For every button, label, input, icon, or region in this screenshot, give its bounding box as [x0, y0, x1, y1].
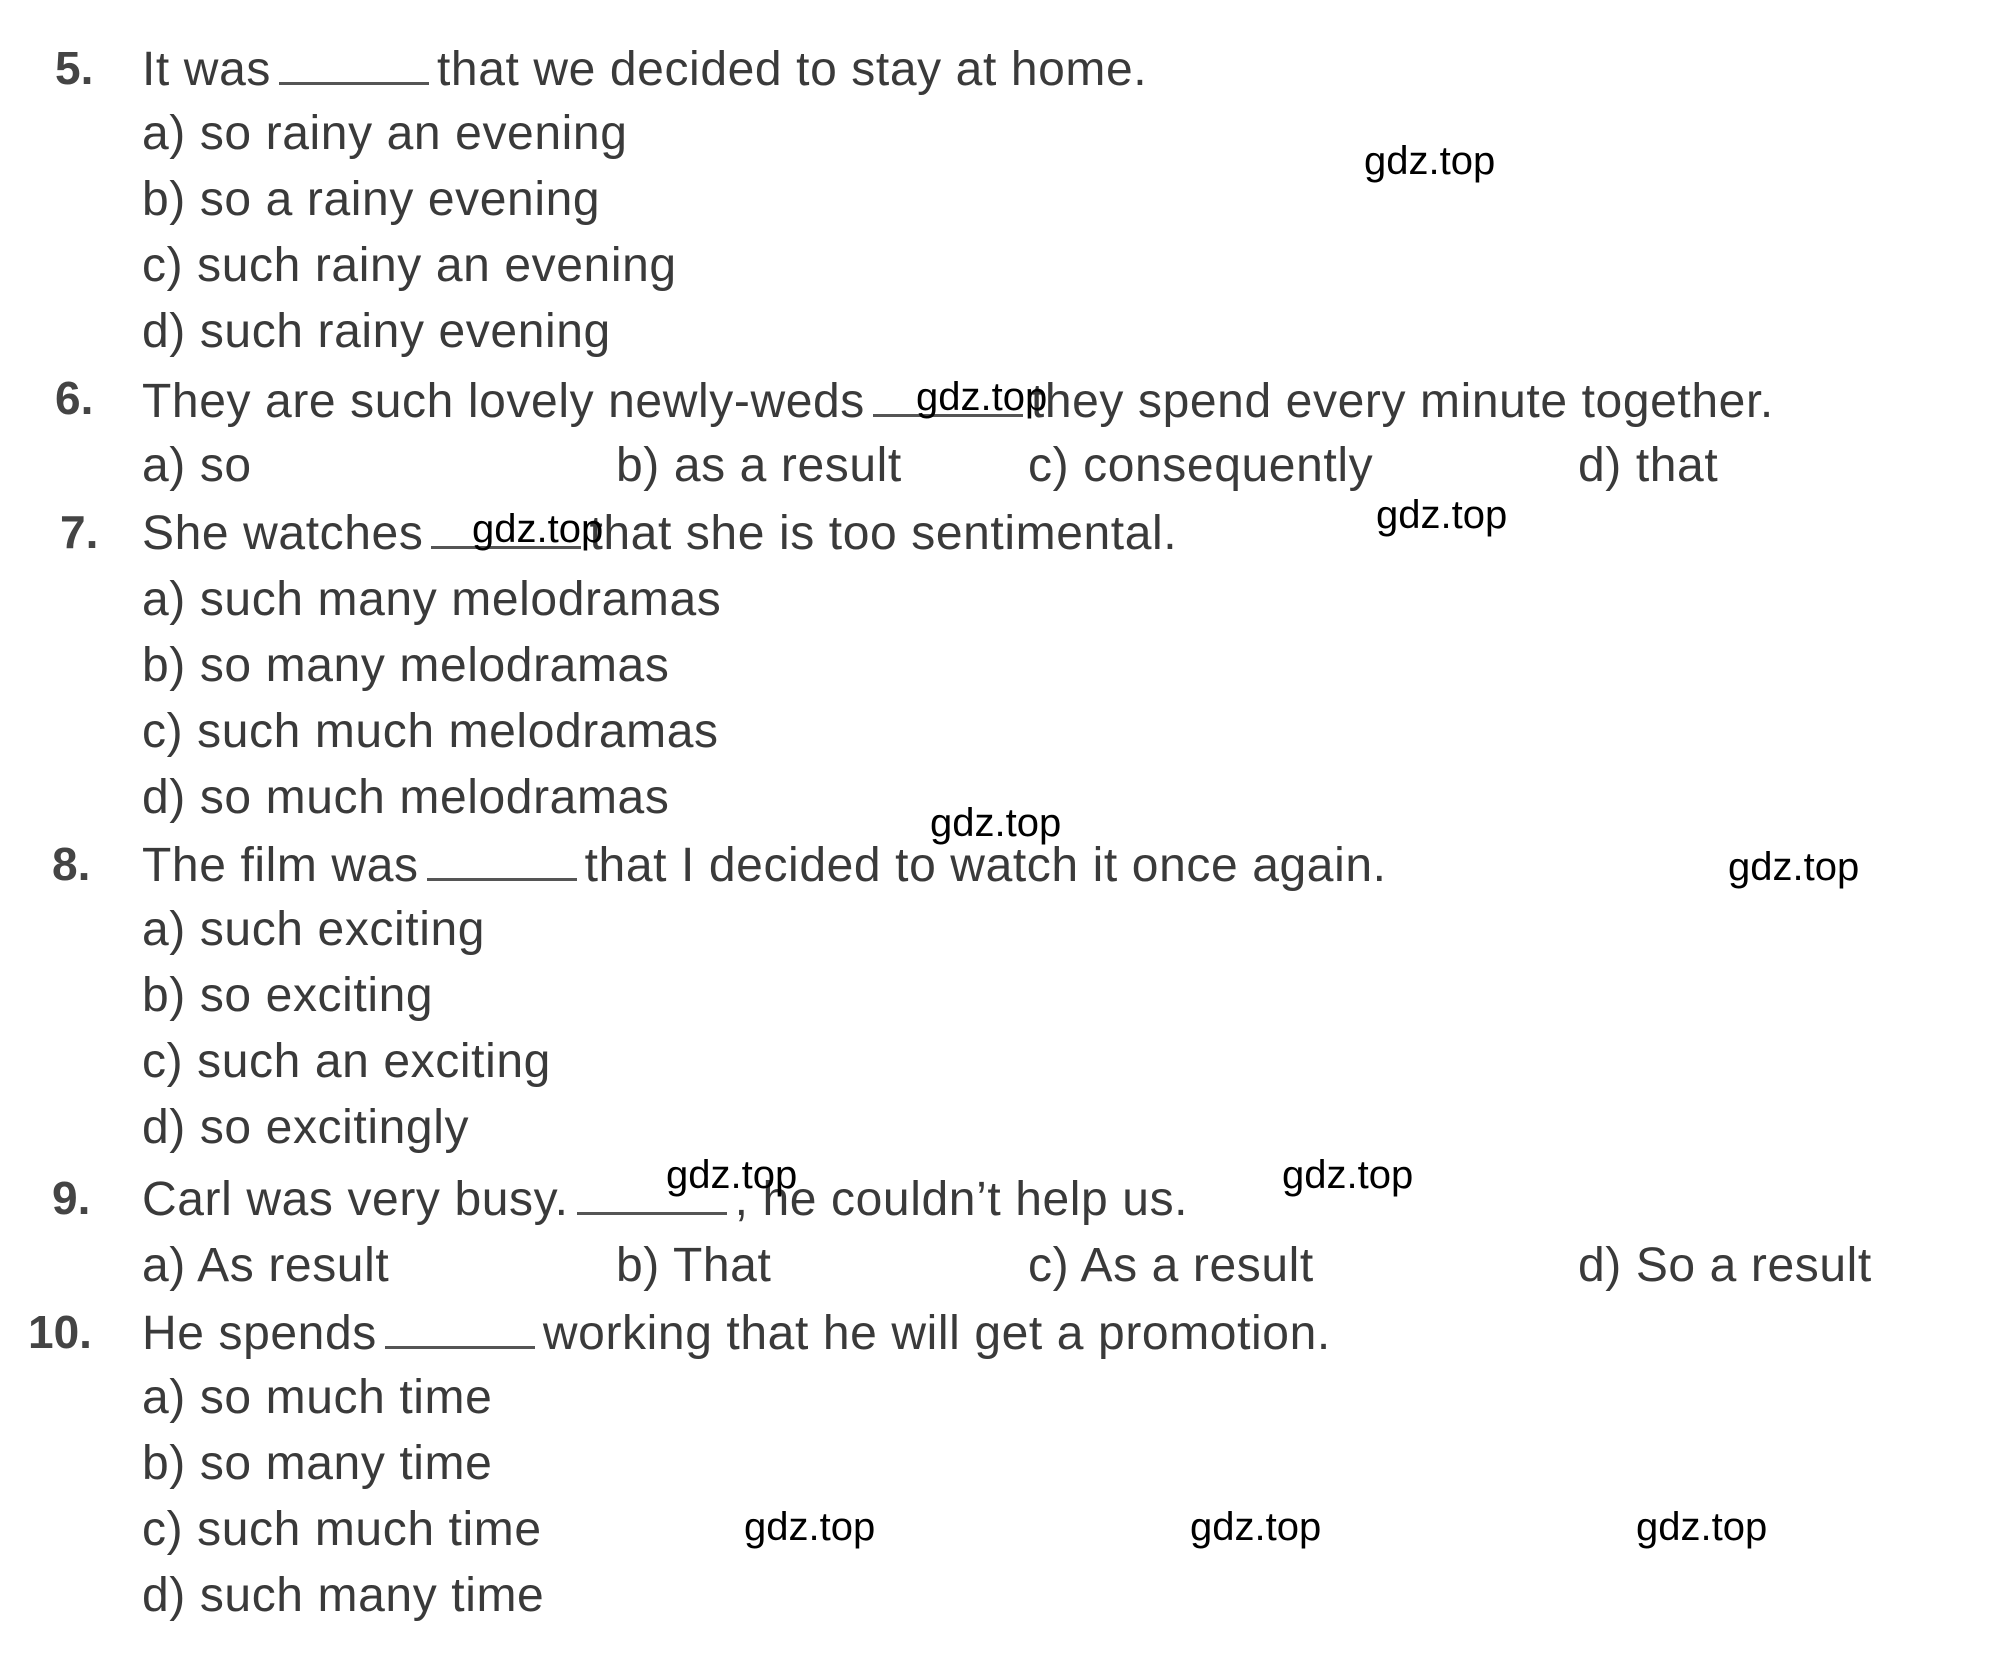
- option-c: c) consequently: [1028, 439, 1374, 492]
- watermark: gdz.top: [472, 507, 604, 551]
- watermark: gdz.top: [916, 375, 1048, 419]
- option-d: d) such many time: [142, 1569, 545, 1622]
- option-c: c) such rainy an evening: [142, 239, 677, 292]
- option-c: c) such much time: [142, 1503, 542, 1556]
- stem-before: She watches: [142, 507, 424, 560]
- watermark: gdz.top: [666, 1153, 798, 1197]
- option-d: d) so much melodramas: [142, 771, 670, 824]
- option-b: b) so a rainy evening: [142, 173, 601, 226]
- option-a: a) such exciting: [142, 903, 486, 956]
- question-number: 10.: [28, 1306, 92, 1358]
- answer-blank: [279, 38, 429, 85]
- stem-after: that she is too sentimental.: [589, 507, 1178, 560]
- question-stem: [142, 1302, 1331, 1364]
- question-number: 7.: [60, 506, 99, 558]
- watermark: gdz.top: [1376, 493, 1508, 537]
- option-d: d) So a result: [1578, 1239, 1872, 1292]
- option-c: c) As a result: [1028, 1239, 1314, 1292]
- stem-before: The film was: [142, 839, 419, 892]
- option-d: d) that: [1578, 439, 1719, 492]
- option-a: a) As result: [142, 1239, 390, 1292]
- option-b: b) as a result: [616, 439, 902, 492]
- question-stem: [142, 38, 1147, 100]
- question-number: 6.: [55, 372, 94, 424]
- option-a: a) so: [142, 439, 252, 492]
- option-b: b) so many melodramas: [142, 639, 670, 692]
- stem-after: , he couldn’t help us.: [734, 1173, 1189, 1226]
- watermark: gdz.top: [1364, 139, 1496, 183]
- question-number: 5.: [55, 42, 94, 94]
- watermark: gdz.top: [1728, 845, 1860, 889]
- stem-before: They are such lovely newly-weds: [142, 375, 865, 428]
- stem-before: Carl was very busy.: [142, 1173, 569, 1226]
- option-b: b) so exciting: [142, 969, 434, 1022]
- option-d: d) such rainy evening: [142, 305, 611, 358]
- question-number: 9.: [52, 1172, 91, 1224]
- question-stem: [142, 502, 1177, 564]
- option-a: a) such many melodramas: [142, 573, 722, 626]
- watermark: gdz.top: [1282, 1153, 1414, 1197]
- watermark: gdz.top: [744, 1505, 876, 1549]
- option-c: c) such an exciting: [142, 1035, 551, 1088]
- stem-after: that we decided to stay at home.: [436, 43, 1148, 96]
- option-b: b) That: [616, 1239, 772, 1292]
- question-number: 8.: [52, 838, 91, 890]
- option-a: a) so much time: [142, 1371, 493, 1424]
- option-a: a) so rainy an evening: [142, 107, 628, 160]
- option-c: c) such much melodramas: [142, 705, 719, 758]
- answer-blank: [385, 1302, 535, 1349]
- option-b: b) so many time: [142, 1437, 493, 1490]
- option-d: d) so excitingly: [142, 1101, 470, 1154]
- watermark: gdz.top: [930, 801, 1062, 845]
- stem-before: It was: [142, 43, 271, 96]
- stem-after: they spend every minute together.: [1030, 375, 1774, 428]
- answer-blank: [427, 834, 577, 881]
- question-stem: [142, 834, 1387, 896]
- stem-after: that I decided to watch it once again.: [584, 839, 1387, 892]
- watermark: gdz.top: [1636, 1505, 1768, 1549]
- watermark: gdz.top: [1190, 1505, 1322, 1549]
- stem-after: working that he will get a promotion.: [542, 1307, 1331, 1360]
- stem-before: He spends: [142, 1307, 377, 1360]
